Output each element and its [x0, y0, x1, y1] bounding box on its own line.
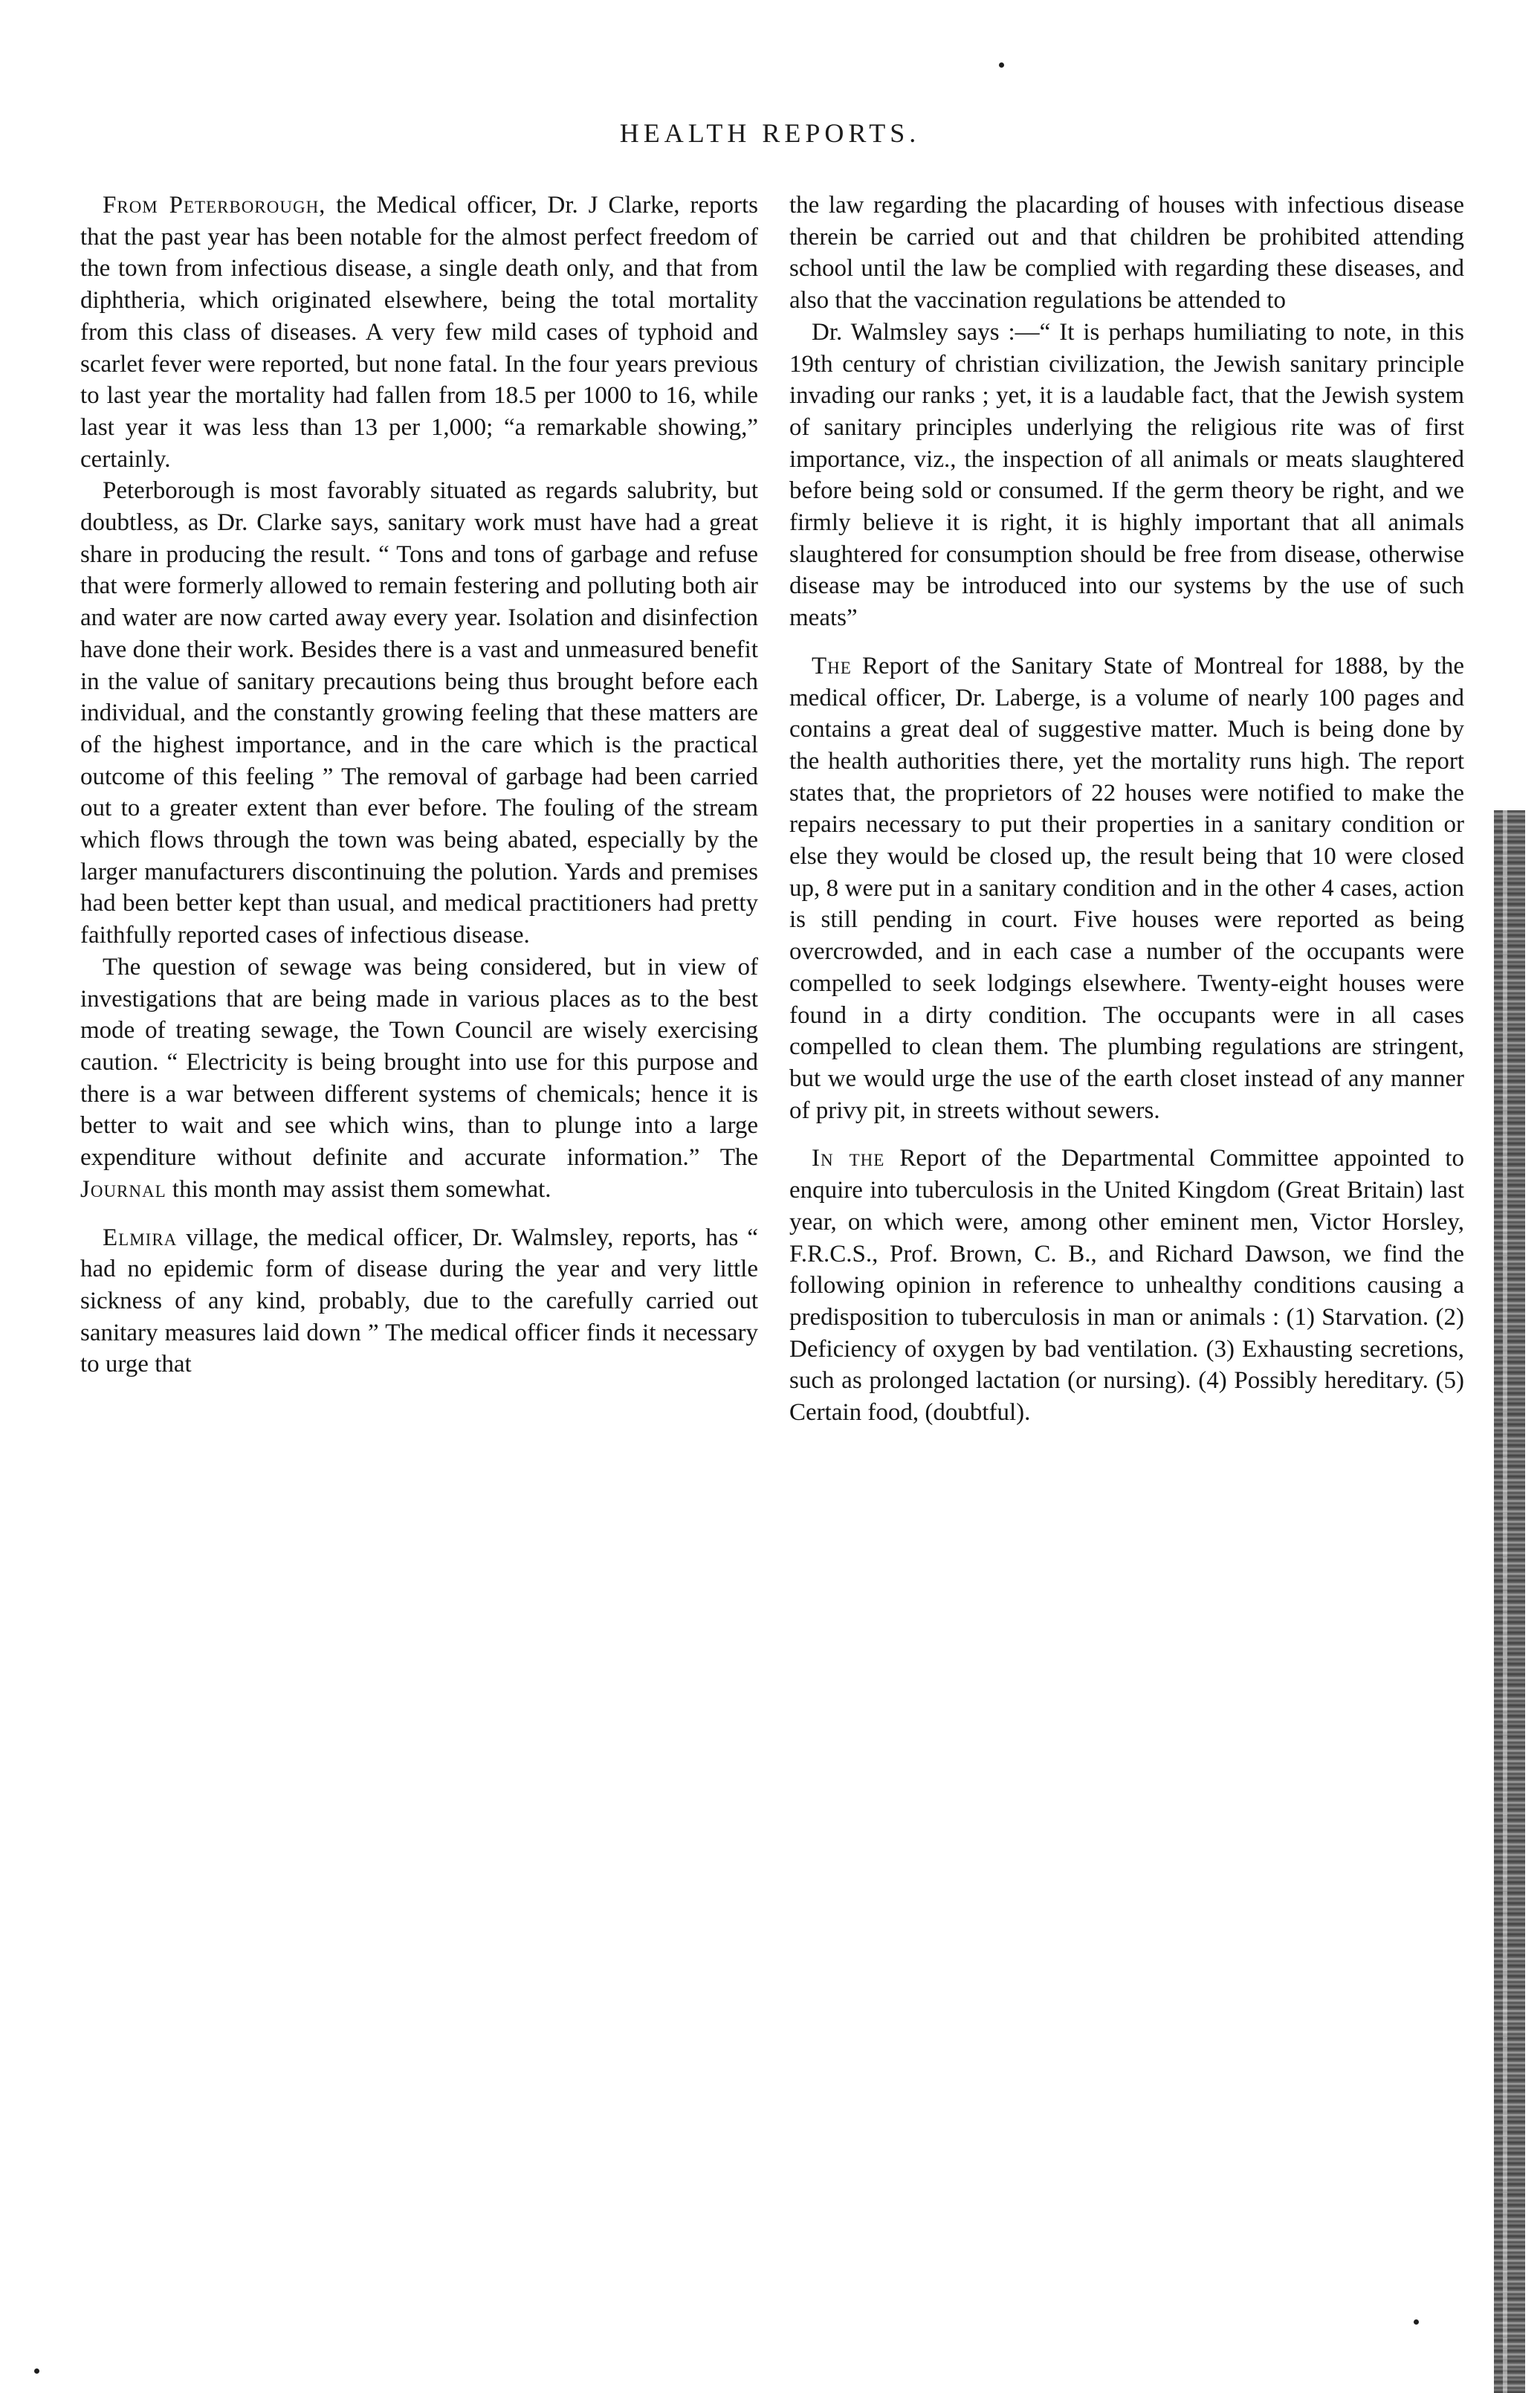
page-edge-shadow [1494, 810, 1525, 2393]
page-title: HEALTH REPORTS. [619, 118, 921, 148]
paragraph-sewage-text: The question of sewage was being considered, but in view of investigations that are being made in various places as to the best mode of treating sewage, the Town Council are wisely exercising caution. “ Electricity is being brought into use for this purpose and there is a war between different systems of chemicals; hence it is better to wait and see which wins, than to plunge into a large expenditure without definite and accurate information.” The [80, 953, 758, 1172]
paragraph-peterborough-salubrity: Peterborough is most favorably situated as regards salubrity, but doubtless, as Dr. Clarke says, sanitary work must have had a great share in producing the result. “ Tons and tons of garbage and refuse that were formerly allowed to remain festering and polluting both air and water are now carted away every year. Isolation and disinfection have done their work. Besides there is a vast and unmeasured benefit in the value of sanitary precautions being thus brought before each individual, and the constantly growing feeling that these matters are of the highest importance, and in the care which is the practical outcome of this feeling ” The removal of garbage had been carried out to a greater extent than ever before. The fouling of the stream which flows through the town was being abated, especially by the larger manufacturers discontinuing the polution. Yards and premises had been better kept than usual, and medical practitioners had pretty faithfully reported cases of infectious disease. [80, 477, 758, 949]
paragraph-elmira [80, 1222, 758, 1381]
paragraph-montreal [789, 650, 1464, 1127]
paragraph-tuberculosis [789, 1143, 1464, 1428]
ink-speck [999, 62, 1004, 68]
ink-speck [34, 2368, 39, 2374]
lead-in-elmira: Elmira [103, 1224, 178, 1251]
paragraph-peterborough-text: the Medical officer, Dr. J Clarke, reports that the past year has been notable for the almost perfect freedom of the town from infectious disease, a single death only, and that from diphtheria, which originated elsewhere, being the total mortality from this class of diseases. A very few mild cases of typhoid and scarlet fever were reported, but none fatal. In the four years previous to last year the mortality had fallen from 18.5 per 1000 to 16, while last year it was less than 13 per 1,000; “a remarkable showing,” certainly. [80, 192, 759, 473]
paragraph-walmsley-quote: Dr. Walmsley says :—“ It is perhaps humiliating to note, in this 19th century of christian civilization, the Jewish sanitary principle invading our ranks ; yet, it is a laudable fact, that the Jewish system of sanitary principles underlying the religious rite was of first importance, viz., the inspection of all animals or meats slaughtered before being sold or consumed. If the germ theory be right, and we firmly believe it is right, it is highly important that all animals slaughtered for consumption should be free from disease, otherwise disease may be introduced into our systems by the use of such meats” [789, 318, 1464, 632]
paragraph-montreal-text: Report of the Sanitary State of Montreal for 1888, by the medical officer, Dr. Laberge, is a volume of nearly 100 pages and contains a great deal of suggestive matter. Much is being done by the health authorities there, yet the mortality runs high. The report states that, the proprietors of 22 houses were notified to make the repairs necessary to put their properties in a sanitary condition or else they would be closed up, the result being that 10 were closed up, 8 were put in a sanitary condition and in the other 4 cases, action is still pending in court. Five houses were reported as being overcrowded, and in each case a number of the occupants were compelled to seek lodgings elsewhere. Twenty-eight houses were found in a dirty condition. The occupants were in all cases compelled to clean them. The plumbing regulations are stringent, but we would urge the use of the earth closet instead of any manner of privy pit, in streets without sewers. [789, 652, 1464, 1124]
paragraph-sewage-end: this month may assist them somewhat. [166, 1175, 551, 1203]
right-column [789, 190, 1464, 1429]
ink-speck [1414, 2319, 1419, 2325]
paragraph-peterborough [80, 190, 758, 475]
paragraph-elmira-text: village, the medical officer, Dr. Walmsley, reports, has “ had no epidemic form of disease during the year and very little sickness of any kind, probably, due to the carefully carried out sanitary measures laid down ” The medical officer finds it necessary to urge that [80, 1224, 758, 1378]
paragraph-sewage [80, 952, 758, 1206]
journal-name: Journal [80, 1175, 166, 1203]
left-column [80, 190, 758, 1380]
lead-in-tuberculosis: In the [812, 1145, 885, 1172]
lead-in-peterborough: From Peterborough, [103, 192, 326, 219]
lead-in-montreal: The [812, 652, 852, 679]
paragraph-placarding: the law regarding the placarding of houses with infectious disease therein be carried out and that children be prohibited attending school until the law be complied with regarding these diseases, and also that the vaccination regulations be attended to [789, 192, 1464, 314]
paragraph-tuberculosis-text: Report of the Departmental Committee appointed to enquire into tuberculosis in the United Kingdom (Great Britain) last year, on which were, among other eminent men, Victor Horsley, F.R.C.S., Prof. Brown, C. B., and Richard Dawson, we find the following opinion in reference to unhealthy conditions causing a predisposition to tuberculosis in man or animals : (1) Starvation. (2) Deficiency of oxygen by bad ventilation. (3) Exhausting secretions, such as prolonged lactation (or nursing). (4) Possibly hereditary. (5) Certain food, (doubtful). [789, 1145, 1464, 1427]
